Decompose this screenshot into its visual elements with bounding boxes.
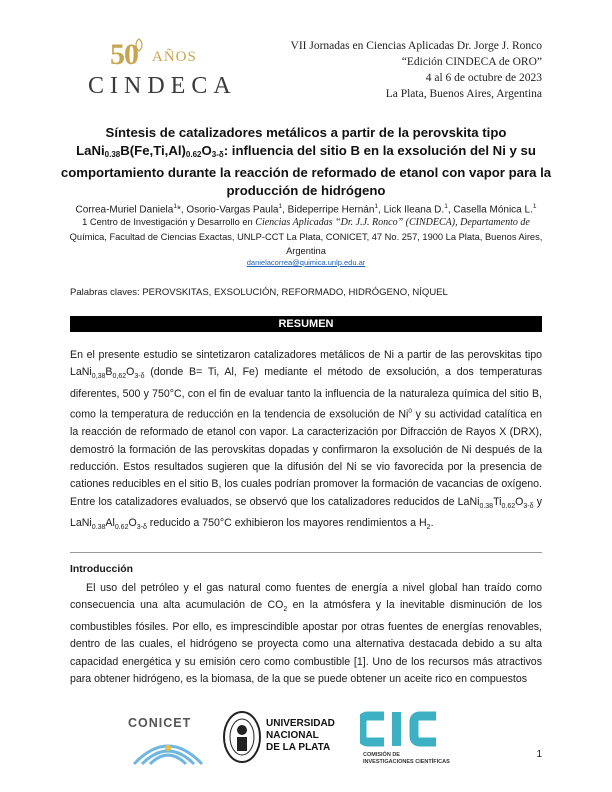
unlp-name: UNIVERSIDAD NACIONAL DE LA PLATA [266,718,335,753]
cic-logo [360,710,460,770]
logo-cindeca: CINDECA [88,73,237,99]
keywords: Palabras claves: PEROVSKITAS, EXSOLUCIÓN, REFORMADO, HIDRÓGENO, NÍQUEL [70,287,448,298]
event-line: La Plata, Buenos Aires, Argentina [385,88,542,100]
laurel-icon [132,38,146,52]
unlp-logo [222,710,342,770]
event-line: VII Jornadas en Ciencias Aplicadas Dr. Jorge J. Ronco [290,40,542,52]
affiliation: 1 Centro de Investigación y Desarrollo en Ciencias Aplicadas “Dr. J.J. Ronco” (CINDECA), Departamento de Química, Facultad de Ciencias Exactas, UNLP-CCT La Plata, CONICET, 47 No. 257, 1900 La Plata, Buenos Aires, Argentina [69,217,543,256]
paper-title: Síntesis de catalizadores metálicos a partir de la perovskita tipo $LaNi_{0.38}B(Fe,Ti,Al)_{0.62}O_{3-\delta}$: influencia del sitio B en la exsolución del Ni y su comportamiento durante la reacción de reformado de etanol con vapor para la producción de hidrógeno [60,125,552,198]
logo-anos: AÑOS [152,49,197,65]
section-heading-introduccion: Introducción [70,564,133,575]
abstract-text: En el presente estudio se sintetizaron catalizadores metálicos de Ni a partir de las perovskitas tipo $LaNi_{0,38}B_{0,62}O_{3-\delta}$ (donde B= Ti, Al, Fe) mediante el método de exsolución, a dos temperaturas diferentes, 500 y 750°C, con el fin de evaluar tanto la influencia de la naturaleza química del sitio B, como la temperatura de reducción en la tendencia de exsolución de Ni$^0$ y su actividad catalítica en la reacción de reformado de etanol con vapor. La caracterización por Difracción de Rayos X (DRX), demostró la formación de las perovskitas dopadas y confirmaron la exsolución de Ni después de la reducción. Estos resultados sugieren que la difusión del Ni se vio favorecida por la presencia de cationes reducibles en el sitio B, los cuales podrían promover la formación de vacancias de oxígeno. Entre los catalizadores evaluados, se observó que los catalizadores reducidos de $LaNi_{0.38}Ti_{0.62}O_{3-\delta}$ y $LaNi_{0.38}Al_{0.62}O_{3-\delta}$ reducido a 750°C exhibieron los mayores rendimientos a $H_2$. [70,349,542,532]
section-divider [70,552,542,553]
event-line: “Edición CINDECA de ORO” [401,56,542,68]
cic-name: COMISIÓN DE INVESTIGACIONES CIENTÍFICAS [363,752,450,765]
event-line: 4 al 6 de octubre de 2023 [425,72,542,84]
page-number: 1 [536,749,542,760]
unlp-seal-icon [222,710,262,764]
event-info [291,38,542,102]
authors: Correa-Muriel Daniela$^1$*, Osorio-Vargas Paula$^1$, Bideperripe Hernán$^1$, Lick Ileana D.$^1$, Casella Mónica L.$^1$ [75,203,537,216]
author-email-link[interactable]: danielacorrea@quimica.unlp.edu.ar [246,258,366,267]
conicet-rays-icon [130,734,206,766]
conicet-logo: CONICET [128,716,208,766]
intro-text: El uso del petróleo y el gas natural como fuentes de energía a nivel global han traído como consecuencia una alta acumulación de $CO_2$ en la atmósfera y la inevitable disminución de los combustibles fósiles. Por ello, es imprescindible apostar por otras fuentes de energías renovables, dentro de las cuales, el hidrógeno se proyecta como una alternativa destacada debido a su alta capacidad energética y su emisión cero como combustible [1]. Uno de los recursos más atractivos para obtener hidrógeno, es la biomasa, de la que se puede obtener un aceite rico en compuestos [70,582,543,686]
cindeca-logo [88,38,263,100]
logo-fifty: 50 [110,38,138,71]
cic-mark-icon [360,710,440,748]
resumen-heading: RESUMEN [70,316,542,332]
